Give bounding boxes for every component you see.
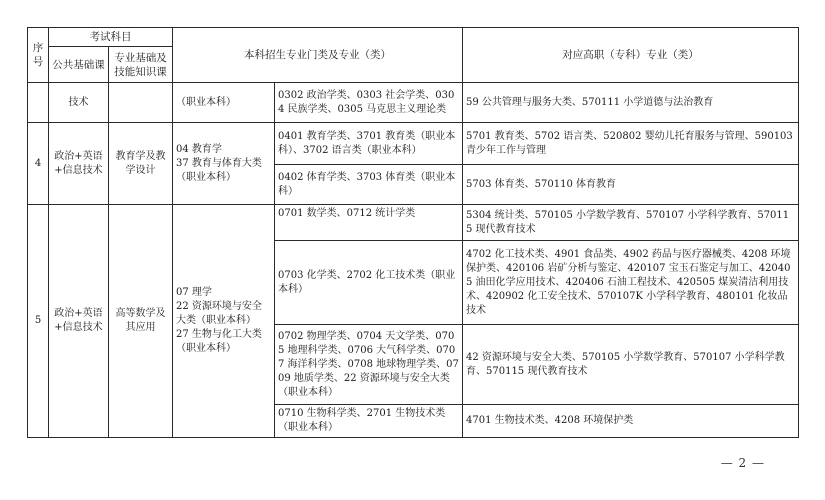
cell-major: 0710 生物科学类、2701 生物技术类（职业本科）: [275, 405, 463, 438]
cell-public: 政治+英语+信息技术: [49, 205, 109, 438]
cell-public: 技术: [49, 83, 109, 123]
table-row: [28, 83, 799, 123]
cell-major: 0702 物理学类、0704 天文学类、0705 地理科学类、0706 大气科学类、0707 海洋科学类、0708 地球物理学类、0709 地质学类、22 资源环境与安全大类（职业本科）: [275, 325, 463, 405]
cell-vocational: 4701 生物技术类、4208 环境保护类: [463, 405, 799, 438]
cell-vocational: 5701 教育类、5702 语言类、520802 婴幼儿托育服务与管理、590103 青少年工作与管理: [463, 123, 799, 165]
header-vocational-major: 对应高职（专科）专业（类）: [463, 28, 799, 83]
cell-major: 0402 体育学类、3703 体育类（职业本科）: [275, 165, 463, 205]
cell-vocational: 42 资源环境与安全大类、570105 小学数学教育、570107 小学科学教育、570115 现代教育技术: [463, 325, 799, 405]
page-number: — 2 —: [720, 456, 765, 470]
header-seq: 序号: [28, 28, 49, 83]
cell-category: 07 理学 22 资源环境与安全大类（职业本科） 27 生物与化工大类（职业本科）: [173, 205, 275, 438]
cell-category: 04 教育学 37 教育与体育大类（职业本科）: [173, 123, 275, 205]
cell-vocational: 5304 统计类、570105 小学数学教育、570107 小学科学教育、570115 现代教育技术: [463, 205, 799, 241]
header-public-course: 公共基础课: [49, 47, 109, 83]
cell-seq: [28, 83, 49, 123]
table-row: [28, 123, 799, 165]
cell-major: 0703 化学类、2702 化工技术类（职业本科）: [275, 241, 463, 325]
header-professional-course: 专业基础及技能知识课: [109, 47, 173, 83]
cell-vocational: 59 公共管理与服务大类、570111 小学道德与法治教育: [463, 83, 799, 123]
cell-major: 0302 政治学类、0303 社会学类、0304 民族学类、0305 马克思主义理论类: [275, 83, 463, 123]
cell-major: 0401 教育学类、3701 教育类（职业本科）、3702 语言类（职业本科）: [275, 123, 463, 165]
header-undergrad-major: 本科招生专业门类及专业（类）: [173, 28, 463, 83]
cell-vocational: 5703 体育类、570110 体育教育: [463, 165, 799, 205]
cell-professional: [109, 83, 173, 123]
cell-seq: 4: [28, 123, 49, 205]
cell-public: 政治+英语+信息技术: [49, 123, 109, 205]
table-row: [28, 205, 799, 241]
cell-professional: 高等数学及其应用: [109, 205, 173, 438]
cell-professional: 教育学及教学设计: [109, 123, 173, 205]
major-mapping-table: [27, 27, 799, 438]
header-exam-subjects: 考试科目: [49, 28, 173, 47]
cell-category: （职业本科）: [173, 83, 275, 123]
cell-seq: 5: [28, 205, 49, 438]
cell-vocational: 4702 化工技术类、4901 食品类、4902 药品与医疗器械类、4208 环境保护类、420106 岩矿分析与鉴定、420107 宝玉石鉴定与加工、420405 油田化学应用技术、420406 石油工程技术、420505 煤炭清洁利用技术、420902 化工安全技术、570107K 小学科学教育、480101 化妆品技术: [463, 241, 799, 325]
cell-major: 0701 数学类、0712 统计学类: [275, 205, 463, 241]
